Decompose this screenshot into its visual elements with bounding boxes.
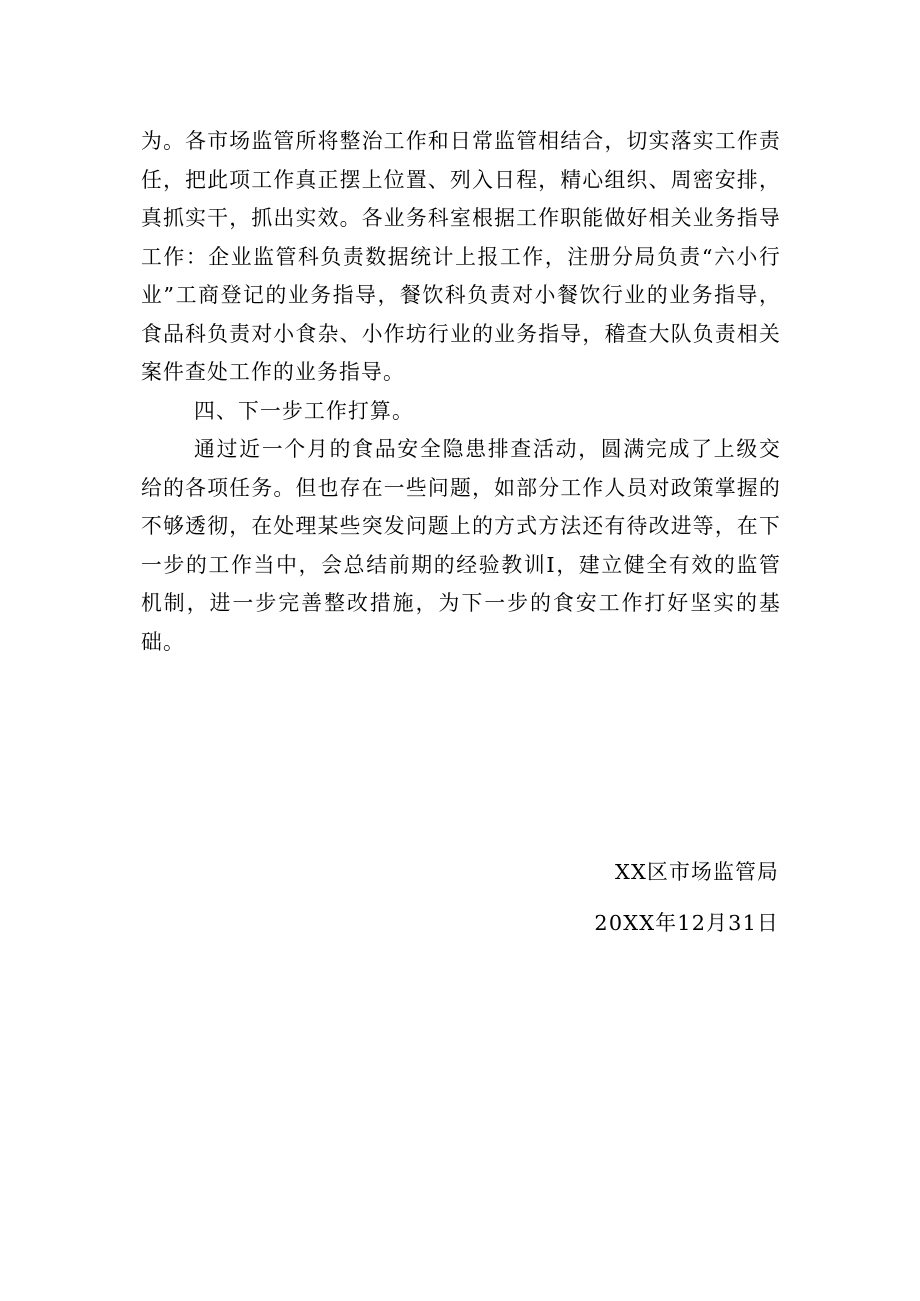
paragraph-continuation: 为。各市场监管所将整治工作和日常监管相结合，切实落实工作责任，把此项工作真正摆上位置、列入日程，精心组织、周密安排，真抓实干，抓出实效。各业务科室根据工作职能做好相关业务指导工作：企业监管科负责数据统计上报工作，注册分局负责“六小行业”工商登记的业务指导，餐饮科负责对小餐饮行业的业务指导，食品科负责对小食杂、小作坊行业的业务指导，稽查大队负责相关案件查处工作的业务指导。 [141, 129, 781, 384]
document-body [141, 122, 781, 661]
section-heading: 四、下一步工作打算。 [194, 398, 414, 423]
signature-date: 20XX年12月31日 [594, 911, 779, 935]
signature-organization: XX区市场监管局 [615, 860, 779, 884]
paragraph-next-steps: 通过近一个月的食品安全隐患排查活动，圆满完成了上级交给的各项任务。但也存在一些问题，如部分工作人员对政策掌握的不够透彻，在处理某些突发问题上的方式方法还有待改进等，在下一步的工作当中，会总结前期的经验教训I，建立健全有效的监管机制，进一步完善整改措施，为下一步的食安工作打好坚实的基础。 [141, 437, 781, 654]
